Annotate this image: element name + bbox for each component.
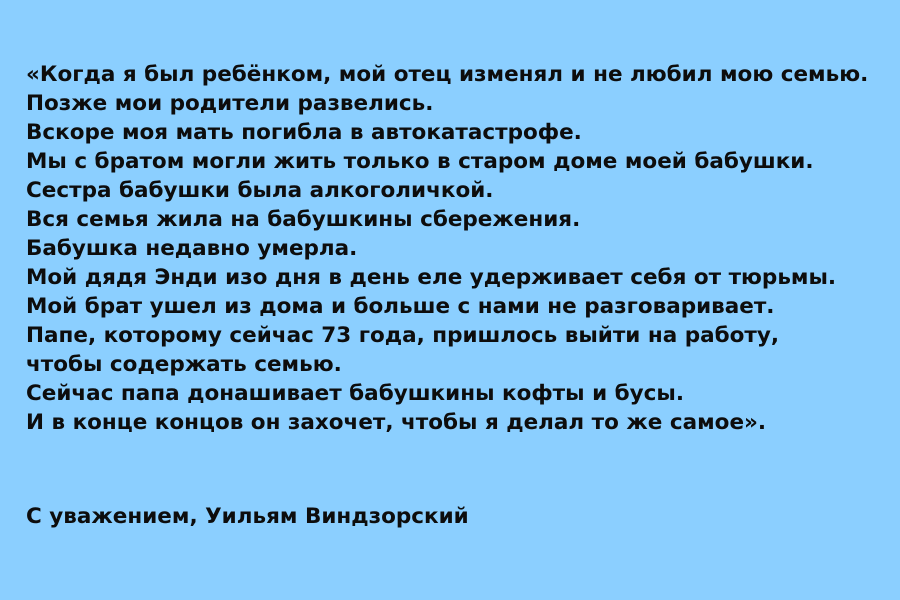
- quote-line: Вскоре моя мать погибла в автокатастрофе.: [26, 120, 582, 145]
- quote-text: [26, 60, 886, 437]
- quote-line: «Когда я был ребёнком, мой отец изменял и не любил мою семью.: [26, 62, 869, 87]
- quote-line: Сейчас папа донашивает бабушкины кофты и бусы.: [26, 381, 685, 406]
- quote-line: Мой дядя Энди изо дня в день еле удерживает себя от тюрьмы.: [26, 265, 837, 290]
- quote-line: Вся семья жила на бабушкины сбережения.: [26, 207, 581, 232]
- quote-line: чтобы содержать семью.: [26, 352, 342, 377]
- quote-line: Бабушка недавно умерла.: [26, 236, 358, 261]
- quote-line: И в конце концов он захочет, чтобы я делал то же самое».: [26, 410, 767, 435]
- quote-line: Папе, которому сейчас 73 года, пришлось выйти на работу,: [26, 323, 780, 348]
- quote-line: Сестра бабушки была алкоголичкой.: [26, 178, 494, 203]
- quote-line: Позже мои родители развелись.: [26, 91, 434, 116]
- quote-line: Мы с братом могли жить только в старом доме моей бабушки.: [26, 149, 814, 174]
- quote-line: Мой брат ушел из дома и больше с нами не разговаривает.: [26, 294, 775, 319]
- signature-text: С уважением, Уильям Виндзорский: [26, 504, 469, 529]
